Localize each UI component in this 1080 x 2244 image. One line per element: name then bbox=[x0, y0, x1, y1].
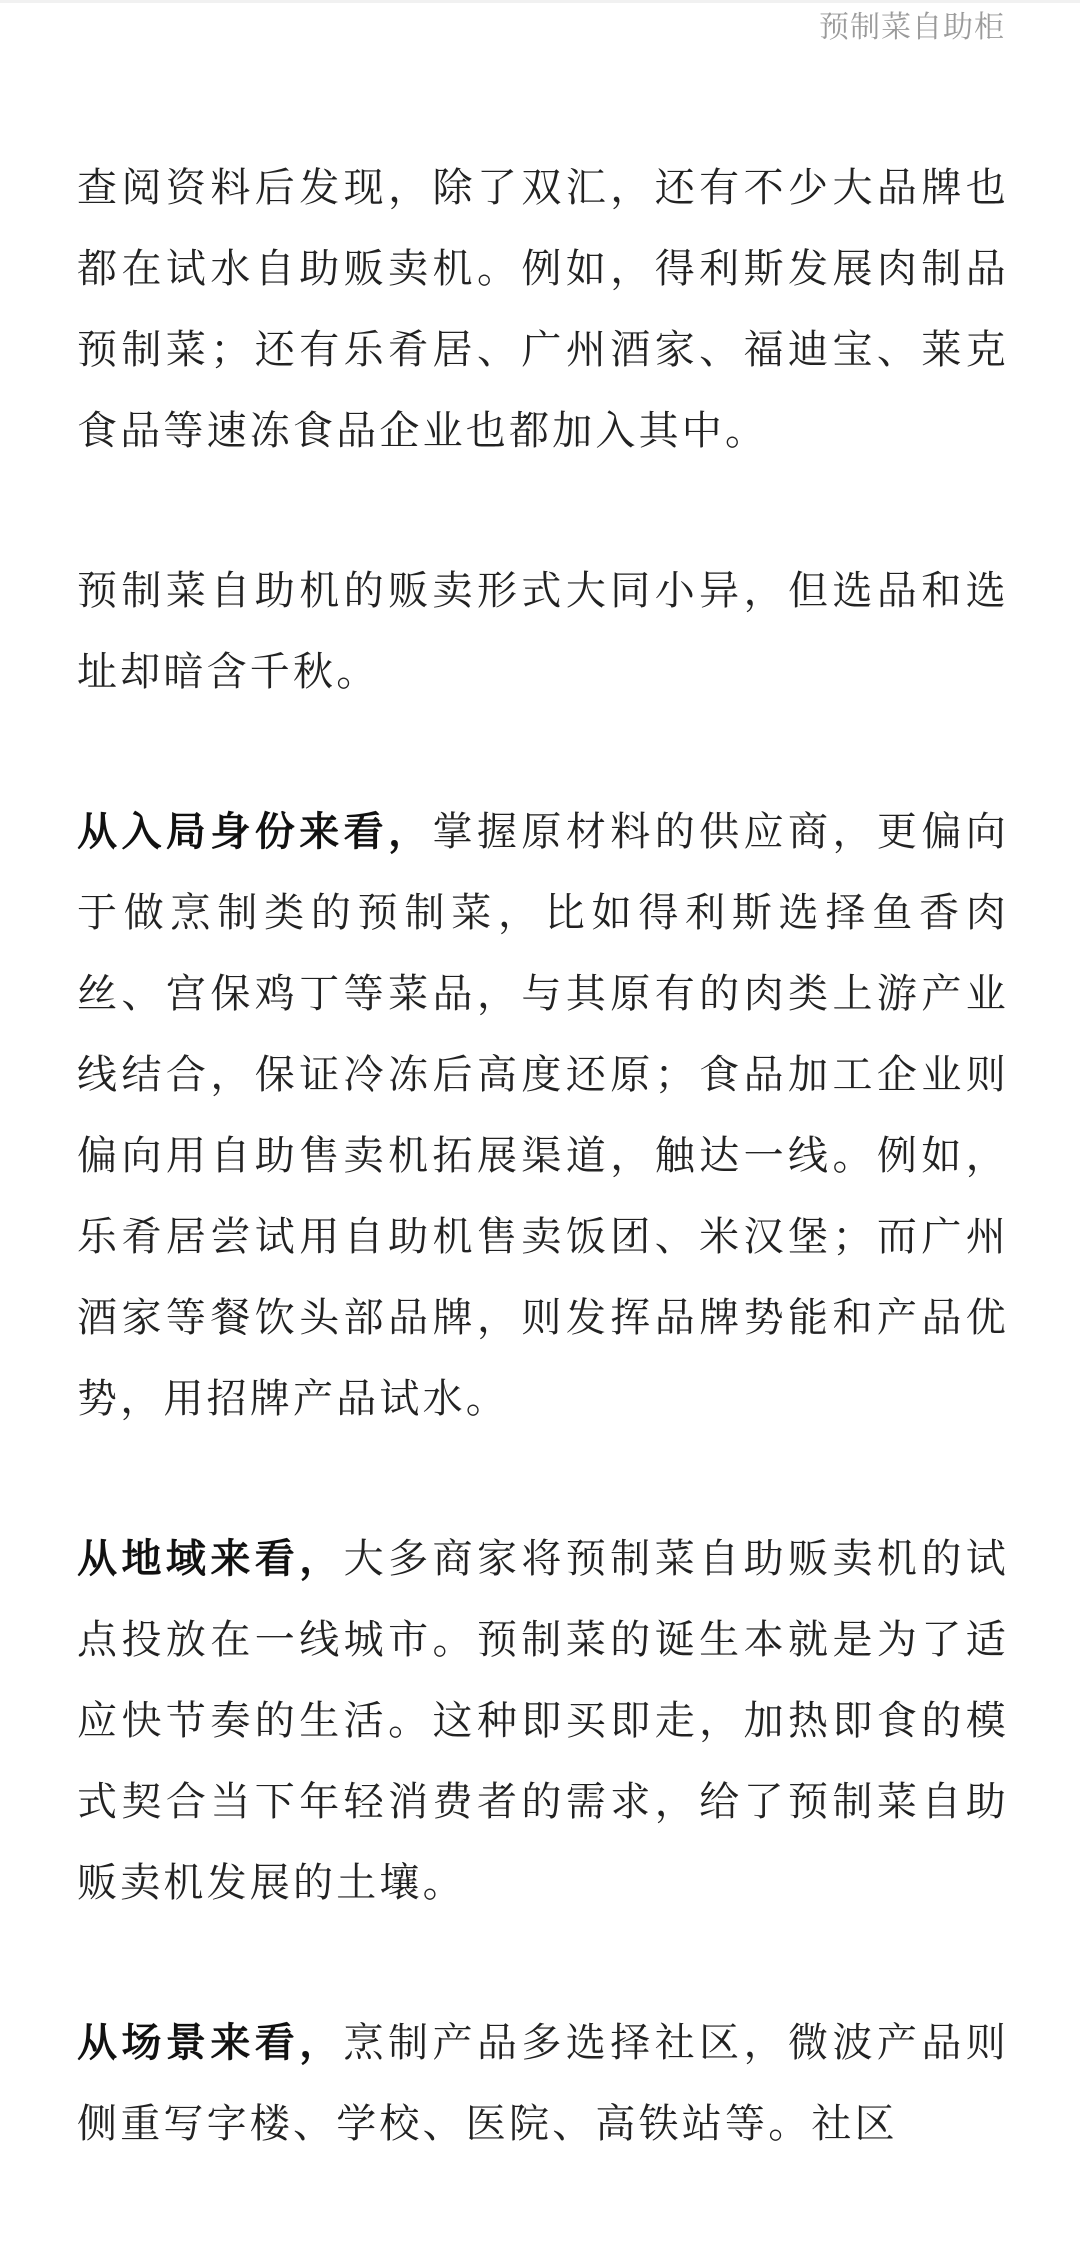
paragraph-4 bbox=[77, 1519, 1009, 1924]
paragraph-lead: 从地域来看， bbox=[77, 1536, 344, 1582]
paragraph-5 bbox=[77, 2003, 1009, 2165]
paragraph-1 bbox=[77, 148, 1009, 472]
paragraph-text: 掌握原材料的供应商，更偏向于做烹制类的预制菜，比如得利斯选择鱼香肉丝、宫保鸡丁等菜品，与其原有的肉类上游产业线结合，保证冷冻后高度还原；食品加工企业则偏向用自助售卖机拓展渠道，触达一线。例如，乐肴居尝试用自助机售卖饭团、米汉堡；而广州酒家等餐饮头部品牌，则发挥品牌势能和产品优势，用招牌产品试水。 bbox=[77, 809, 1009, 1422]
paragraph-text: 预制菜自助机的贩卖形式大同小异，但选品和选址却暗含千秋。 bbox=[77, 568, 1009, 695]
paragraph-2 bbox=[77, 551, 1009, 713]
paragraph-lead: 从入局身份来看， bbox=[77, 809, 433, 855]
paragraph-text: 查阅资料后发现，除了双汇，还有不少大品牌也都在试水自助贩卖机。例如，得利斯发展肉制品预制菜；还有乐肴居、广州酒家、福迪宝、莱克食品等速冻食品企业也都加入其中。 bbox=[77, 165, 1009, 454]
paragraph-text: 烹制产品多选择社区，微波产品则侧重写字楼、学校、医院、高铁站等。社区 bbox=[77, 2020, 1009, 2147]
top-divider bbox=[0, 0, 1080, 3]
paragraph-text: 大多商家将预制菜自助贩卖机的试点投放在一线城市。预制菜的诞生本就是为了适应快节奏的生活。这种即买即走，加热即食的模式契合当下年轻消费者的需求，给了预制菜自助贩卖机发展的土壤。 bbox=[77, 1536, 1009, 1906]
article-body bbox=[77, 148, 1009, 2244]
image-caption: 预制菜自助柜 bbox=[819, 10, 1005, 45]
paragraph-lead: 从场景来看， bbox=[77, 2020, 344, 2066]
paragraph-3 bbox=[77, 792, 1009, 1440]
